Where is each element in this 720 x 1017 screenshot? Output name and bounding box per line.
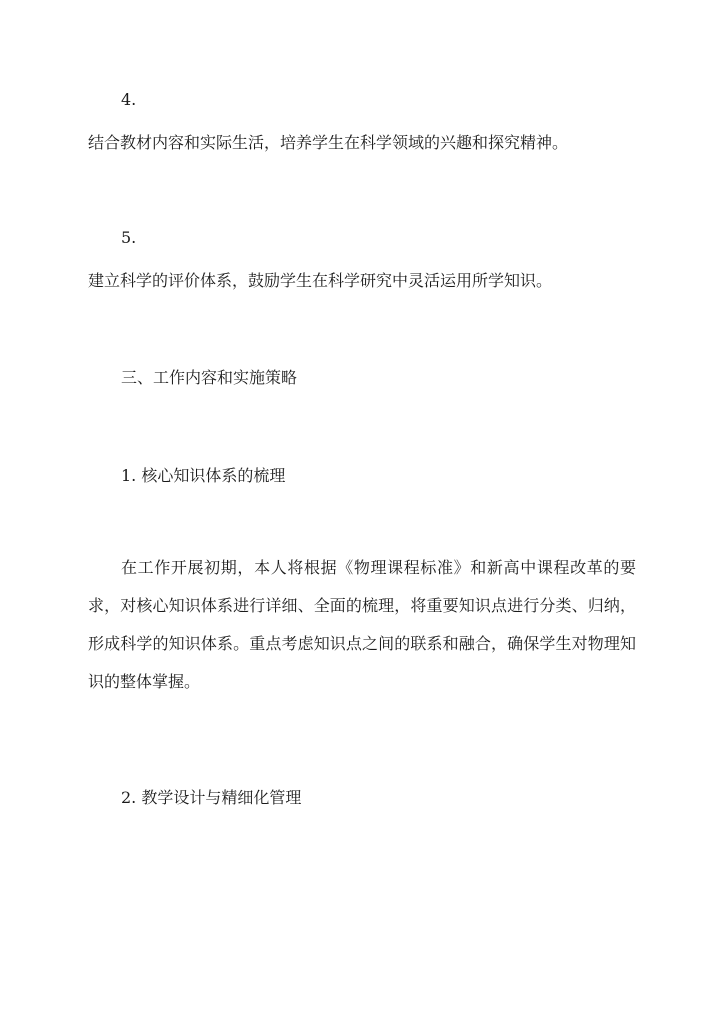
item-4-text: 结合教材内容和实际生活，培养学生在科学领域的兴趣和探究精神。 [88, 133, 569, 152]
subsection-1-heading: 1. 核心知识体系的梳理 [121, 466, 286, 485]
item-4-number: 4. [121, 90, 137, 109]
item-5-number: 5. [121, 228, 137, 247]
item-5-text: 建立科学的评价体系，鼓励学生在科学研究中灵活运用所学知识。 [88, 271, 553, 290]
subsection-2-heading: 2. 教学设计与精细化管理 [121, 788, 302, 807]
section-heading: 三、工作内容和实施策略 [121, 368, 298, 387]
subsection-1-paragraph: 在工作开展初期，本人将根据《物理课程标准》和新高中课程改革的要求，对核心知识体系进行详细、全面的梳理，将重要知识点进行分类、归纳，形成科学的知识体系。重点考虑知识点之间的联系和融合，确保学生对物理知识的整体掌握。 [88, 558, 636, 691]
